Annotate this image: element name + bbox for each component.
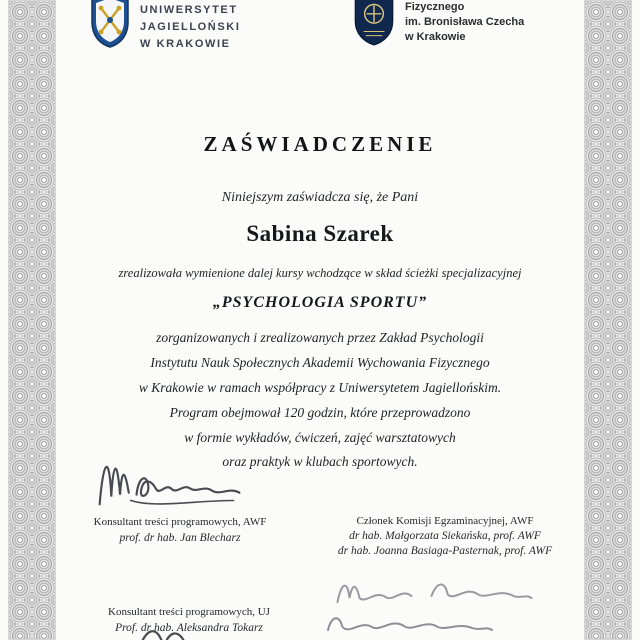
certificate-header <box>58 0 582 72</box>
uj-name-line3: W KRAKOWIE <box>140 38 231 50</box>
program-paragraph-line: w Krakowie w ramach współpracy z Uniwersytetem Jagiellońskim. <box>138 380 502 395</box>
awf-name-line1: Fizycznego <box>405 1 465 13</box>
signature-jan-blecharz-icon <box>88 444 253 522</box>
uj-name-line2: JAGIELLOŃSKI <box>140 21 241 33</box>
uj-consultant-name: Prof. dr hab. Aleksandra Tokarz <box>115 622 263 634</box>
exam-committee-role: Członek Komisji Egzaminacyjnej, AWF <box>356 515 534 527</box>
uj-name <box>140 2 241 53</box>
exam-committee-name1: dr hab. Małgorzata Siekańska, prof. AWF <box>349 530 541 542</box>
certificate-title: ZAŚWIADCZENIE <box>203 132 437 156</box>
course-title: „PSYCHOLOGIA SPORTU” <box>212 294 428 311</box>
program-paragraph-line: zorganizowanych i zrealizowanych przez Zakład Psychologii <box>156 330 484 345</box>
awf-consultant-role: Konsultant treści programowych, AWF <box>93 516 267 528</box>
uj-name-line1: UNIWERSYTET <box>140 4 238 16</box>
intro-line: Niniejszym zaświadcza się, że Pani <box>221 190 419 205</box>
recipient-name: Sabina Szarek <box>246 221 394 246</box>
awf-coat-of-arms-icon <box>353 0 395 51</box>
awf-name-line3: w Krakowie <box>405 31 466 43</box>
awf-name <box>405 0 524 45</box>
uj-coat-of-arms-icon <box>88 0 132 53</box>
uj-consultant-block <box>70 604 308 636</box>
lace-border-right <box>584 0 632 640</box>
program-paragraph-line: Program obejmował 120 godzin, które przeprowadzono <box>169 405 471 420</box>
program-paragraph-line: w formie wykładów, ćwiczeń, zajęć warsztatowych <box>184 430 456 445</box>
lace-border-left <box>8 0 56 640</box>
qualification-line: zrealizowała wymienione dalej kursy wchodzące w skład ścieżki specjalizacyjnej <box>118 266 522 280</box>
program-paragraph-line: Instytutu Nauk Społecznych Akademii Wychowania Fizycznego <box>150 355 490 370</box>
awf-logo-group <box>353 0 524 51</box>
uj-consultant-role: Konsultant treści programowych, UJ <box>108 606 270 618</box>
exam-committee-block <box>304 514 586 559</box>
program-paragraph-line: oraz praktyk w klubach sportowych. <box>222 454 418 469</box>
awf-consultant-name: prof. dr hab. Jan Blecharz <box>119 532 241 544</box>
uj-logo-group <box>88 0 241 53</box>
signature-joanna-basiaga-icon <box>320 608 500 640</box>
awf-name-line2: im. Bronisława Czecha <box>405 16 525 28</box>
exam-committee-name2: dr hab. Joanna Basiaga-Pasternak, prof. AWF <box>337 545 553 557</box>
awf-consultant-block <box>58 514 302 546</box>
